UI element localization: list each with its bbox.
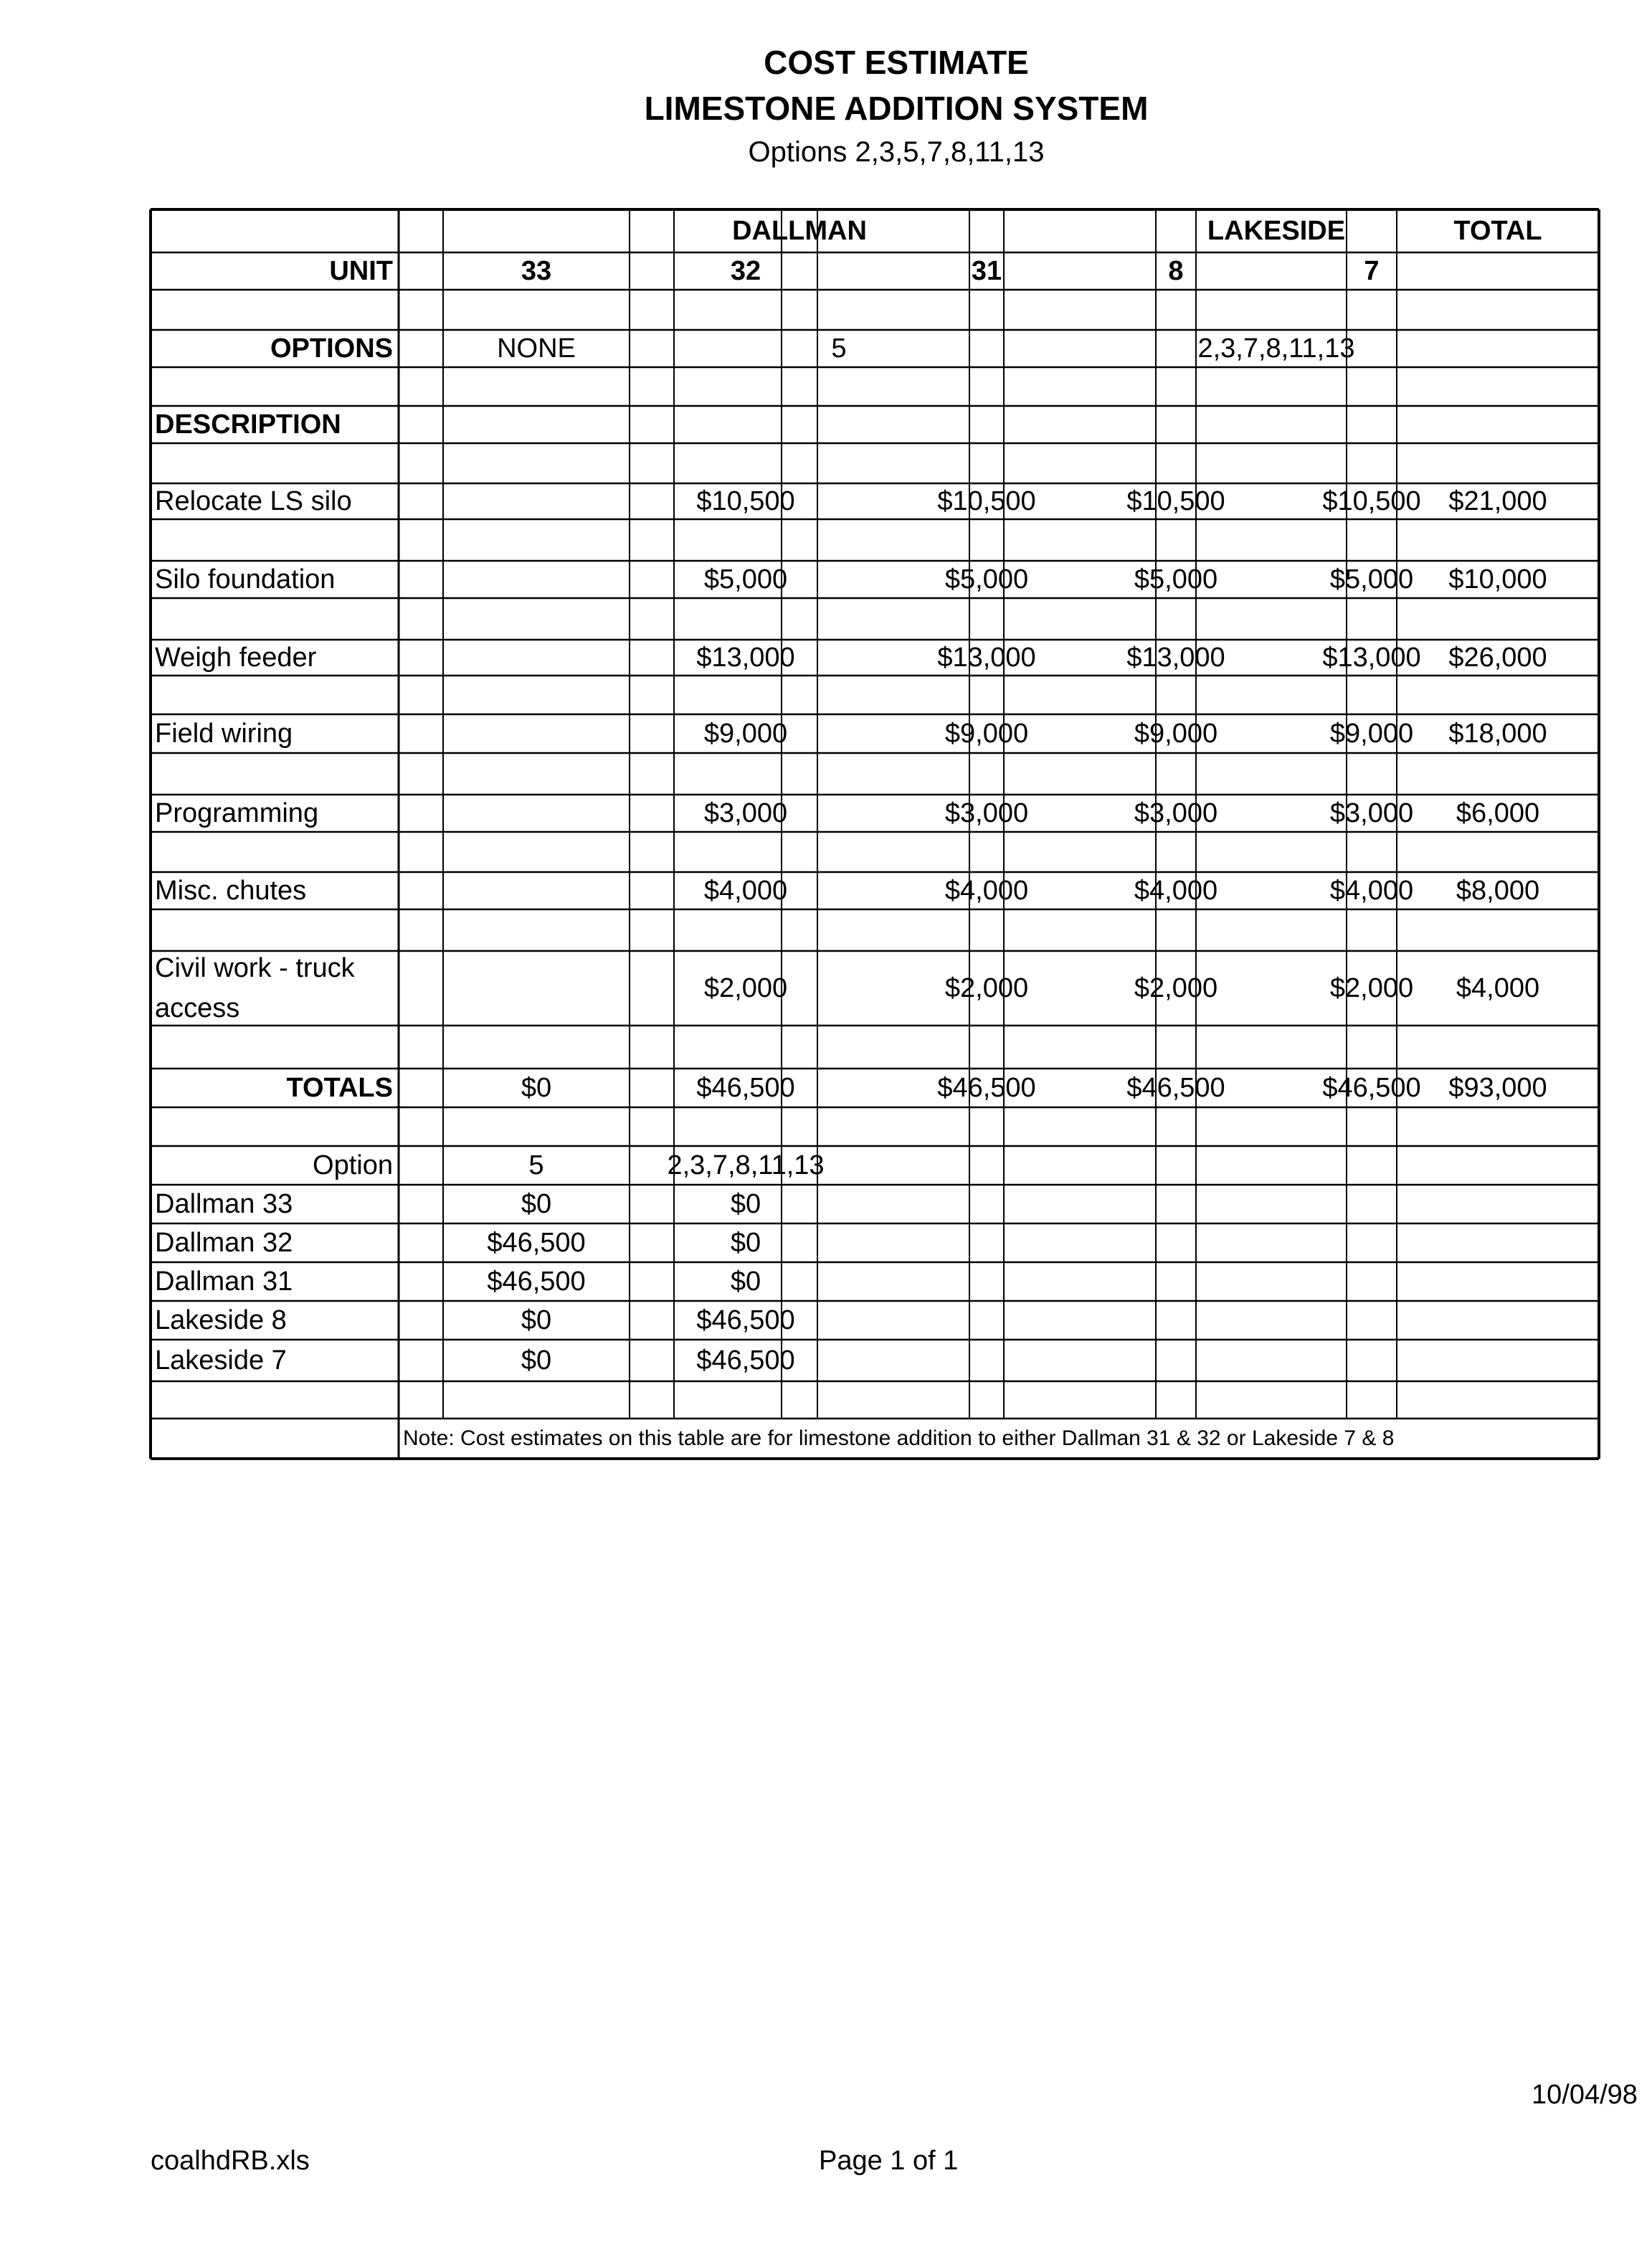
header-lakeside: LAKESIDE <box>1207 215 1346 246</box>
option-table-row-label: Dallman 31 <box>155 1266 293 1297</box>
cost-value: $10,500 <box>696 486 795 516</box>
option-value: 5 <box>831 333 847 364</box>
option-table-column: 2,3,7,8,11,13 <box>667 1150 825 1180</box>
totals-value: $46,500 <box>696 1072 795 1103</box>
title-line-3: Options 2,3,5,7,8,11,13 <box>748 136 1045 168</box>
cost-value: $5,000 <box>703 564 788 595</box>
option-table-value: $0 <box>730 1227 761 1258</box>
cost-item-label: Field wiring <box>155 718 293 749</box>
cost-value: $3,000 <box>944 797 1029 828</box>
unit-number: 7 <box>1364 255 1380 286</box>
totals-value: $46,500 <box>937 1072 1036 1103</box>
cost-value: $2,000 <box>1329 972 1414 1003</box>
unit-number: 32 <box>730 255 761 286</box>
cost-value: $3,000 <box>703 797 788 828</box>
cost-value: $9,000 <box>1134 718 1218 749</box>
option-table-value: $0 <box>521 1305 552 1335</box>
cost-value: $3,000 <box>1329 797 1414 828</box>
cost-value: $10,500 <box>1126 486 1225 516</box>
header-dallman: DALLMAN <box>732 215 867 246</box>
cost-total: $18,000 <box>1448 718 1547 749</box>
option-value: NONE <box>497 333 576 364</box>
cost-item-label: Weigh feeder <box>155 642 317 673</box>
cost-value: $13,000 <box>1322 642 1421 673</box>
cost-value: $10,500 <box>1322 486 1421 516</box>
cost-total: $6,000 <box>1456 797 1540 828</box>
totals-value: $46,500 <box>1322 1072 1421 1103</box>
cost-value: $13,000 <box>696 642 795 673</box>
cost-total: $8,000 <box>1456 875 1540 906</box>
footer-filename: coalhdRB.xls <box>151 2146 310 2176</box>
cost-item-label: Programming <box>155 797 319 828</box>
totals-label: TOTALS <box>286 1072 393 1103</box>
cost-value: $9,000 <box>703 718 788 749</box>
cost-value: $5,000 <box>944 564 1029 595</box>
cost-total: $10,000 <box>1448 564 1547 595</box>
cost-total: $21,000 <box>1448 486 1547 516</box>
grand-total: $93,000 <box>1448 1072 1547 1103</box>
options-label: OPTIONS <box>270 333 393 364</box>
footer-date: 10/04/98 <box>1532 2080 1638 2110</box>
unit-label: UNIT <box>329 255 393 286</box>
header-total: TOTAL <box>1453 215 1542 246</box>
cost-value: $4,000 <box>1329 875 1414 906</box>
option-table-value: $0 <box>730 1266 761 1297</box>
option-table-column: 5 <box>528 1150 544 1180</box>
cost-value: $9,000 <box>944 718 1029 749</box>
footer-page-number: Page 1 of 1 <box>819 2146 959 2176</box>
cost-value: $13,000 <box>937 642 1036 673</box>
option-table-label: Option <box>313 1150 393 1180</box>
cost-total: $4,000 <box>1456 972 1540 1003</box>
unit-number: 31 <box>971 255 1002 286</box>
cost-value: $5,000 <box>1329 564 1414 595</box>
totals-value: $0 <box>521 1072 552 1103</box>
description-label: DESCRIPTION <box>155 409 341 440</box>
cost-value: $4,000 <box>1134 875 1218 906</box>
cost-value: $2,000 <box>703 972 788 1003</box>
cost-value: $10,500 <box>937 486 1036 516</box>
cost-item-label: Misc. chutes <box>155 875 307 906</box>
cost-item-label: Relocate LS silo <box>155 486 352 516</box>
cost-value: $9,000 <box>1329 718 1414 749</box>
cost-value: $5,000 <box>1134 564 1218 595</box>
option-table-value: $46,500 <box>696 1305 795 1335</box>
totals-value: $46,500 <box>1126 1072 1225 1103</box>
unit-number: 8 <box>1168 255 1184 286</box>
cost-value: $3,000 <box>1134 797 1218 828</box>
option-table-value: $46,500 <box>696 1345 795 1376</box>
cost-value: $4,000 <box>703 875 788 906</box>
option-table-value: $0 <box>521 1345 552 1376</box>
cost-total: $26,000 <box>1448 642 1547 673</box>
table-note: Note: Cost estimates on this table are for limestone addition to either Dallman 31 & 32 or Lakeside 7 & 8 <box>403 1426 1395 1450</box>
option-table-row-label: Dallman 33 <box>155 1188 293 1219</box>
option-table-row-label: Lakeside 8 <box>155 1305 287 1335</box>
unit-number: 33 <box>521 255 552 286</box>
cost-value: $4,000 <box>944 875 1029 906</box>
cost-item-label: Civil work - truck access <box>155 953 355 1023</box>
option-table-value: $0 <box>730 1188 761 1219</box>
option-table-value: $46,500 <box>487 1227 586 1258</box>
cost-item-label: Silo foundation <box>155 564 336 595</box>
cost-value: $2,000 <box>944 972 1029 1003</box>
option-table-row-label: Lakeside 7 <box>155 1345 287 1376</box>
cost-value: $13,000 <box>1126 642 1225 673</box>
option-table-value: $0 <box>521 1188 552 1219</box>
option-value: 2,3,7,8,11,13 <box>1197 333 1355 364</box>
title-line-2: LIMESTONE ADDITION SYSTEM <box>644 90 1149 127</box>
option-table-row-label: Dallman 32 <box>155 1227 293 1258</box>
title-line-1: COST ESTIMATE <box>764 44 1029 81</box>
option-table-value: $46,500 <box>487 1266 586 1297</box>
cost-value: $2,000 <box>1134 972 1218 1003</box>
